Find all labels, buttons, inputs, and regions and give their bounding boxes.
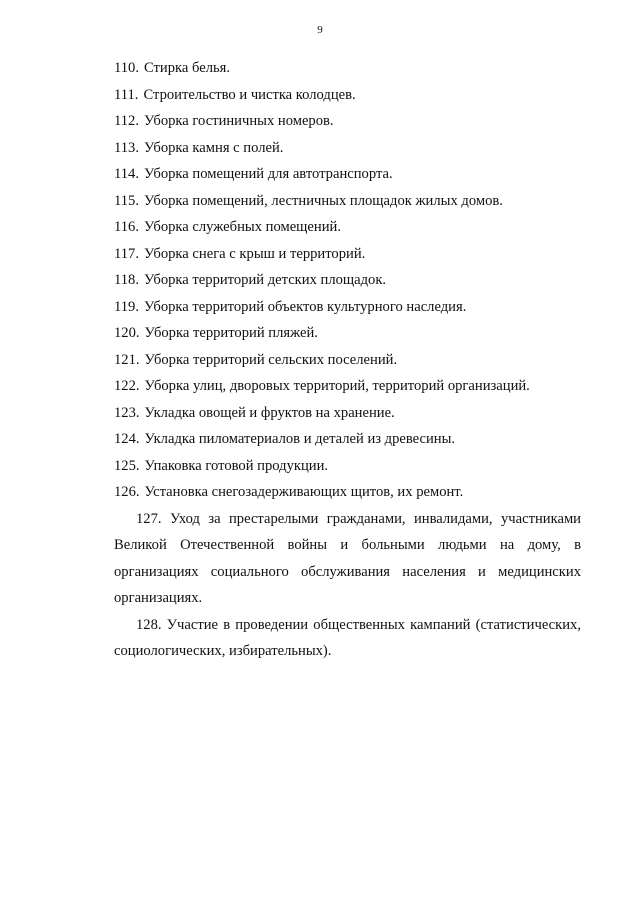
item-text: Уборка служебных помещений.	[144, 219, 341, 235]
item-number: 123.	[114, 404, 140, 421]
list-item	[114, 241, 581, 268]
item-number: 111.	[114, 86, 139, 103]
list-item	[114, 347, 581, 374]
list-item	[114, 135, 581, 162]
item-text: Уборка помещений для автотранспорта.	[144, 166, 393, 182]
list-item	[114, 55, 581, 82]
item-text: Строительство и чистка колодцев.	[143, 86, 356, 103]
item-number: 115.	[114, 192, 139, 209]
paragraph-127: 127. Уход за престарелыми гражданами, инвалидами, участниками Великой Отечественной войны и больными людьми на дому, в организациях социального обслуживания населения и медицинских организациях.	[114, 510, 581, 606]
item-text: Уборка территорий пляжей.	[144, 325, 318, 341]
list-item	[114, 320, 581, 347]
item-text: Уборка гостиничных номеров.	[144, 113, 334, 129]
list-item	[114, 479, 581, 506]
item-text: Уборка помещений, лестничных площадок жилых домов.	[144, 192, 503, 209]
list-item	[114, 400, 581, 427]
list-item	[114, 294, 581, 321]
item-text: Уборка улиц, дворовых территорий, территорий организаций.	[144, 378, 530, 394]
item-text: Уборка камня с полей.	[144, 139, 284, 156]
item-number: 124.	[114, 431, 140, 447]
item-number: 117.	[114, 245, 139, 262]
item-text: Уборка территорий сельских поселений.	[144, 351, 398, 368]
item-number: 118.	[114, 272, 139, 288]
list-item	[114, 426, 581, 453]
item-text: Стирка белья.	[144, 60, 231, 76]
item-text: Установка снегозадерживающих щитов, их ремонт.	[144, 484, 464, 500]
item-number: 120.	[114, 325, 140, 341]
item-number: 112.	[114, 113, 139, 129]
item-number: 125.	[114, 457, 140, 474]
list-item	[114, 82, 581, 109]
list-item	[114, 267, 581, 294]
item-text: Укладка пиломатериалов и деталей из древесины.	[144, 431, 456, 447]
item-number: 126.	[114, 484, 140, 500]
item-text: Упаковка готовой продукции.	[144, 457, 329, 474]
paragraph-128: 128. Участие в проведении общественных кампаний (статистических, социологических, избирательных).	[114, 616, 581, 659]
item-text: Уборка территорий объектов культурного наследия.	[144, 298, 467, 315]
item-number: 110.	[114, 60, 139, 76]
item-number: 114.	[114, 166, 139, 182]
list-item	[114, 373, 581, 400]
item-number: 121.	[114, 351, 140, 368]
list-item	[114, 161, 581, 188]
item-text: Укладка овощей и фруктов на хранение.	[144, 404, 395, 421]
item-number: 119.	[114, 298, 139, 315]
item-text: Уборка территорий детских площадок.	[144, 272, 387, 288]
item-text: Уборка снега с крыш и территорий.	[144, 245, 366, 262]
list-item	[114, 108, 581, 135]
page-number: 9	[317, 24, 323, 36]
list-item	[114, 453, 581, 480]
document-body	[114, 55, 581, 665]
list-item	[114, 188, 581, 215]
item-number: 113.	[114, 139, 139, 156]
item-number: 116.	[114, 219, 139, 235]
item-number: 122.	[114, 378, 140, 394]
list-item	[114, 214, 581, 241]
